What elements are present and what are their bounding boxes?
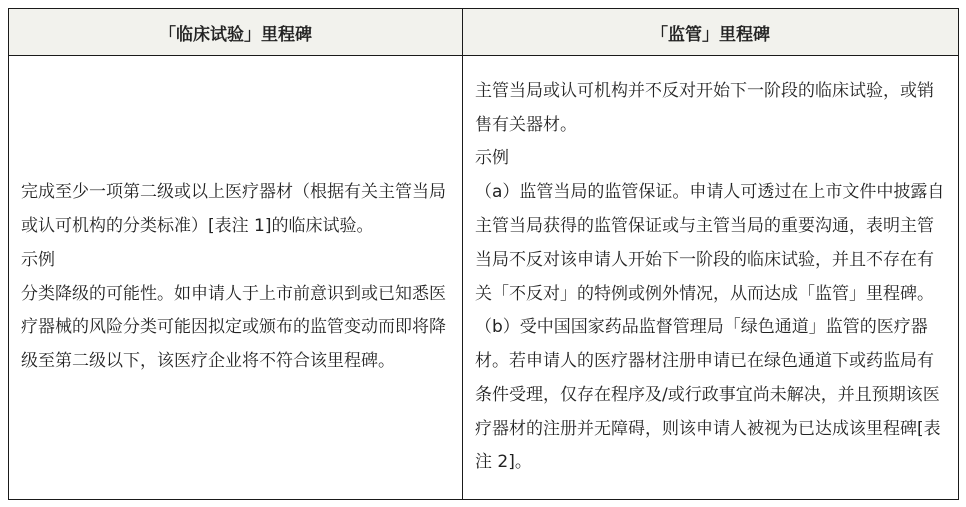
clinical-trial-cell xyxy=(9,56,463,500)
clinical-trial-text xyxy=(21,176,452,379)
header-row xyxy=(9,9,959,56)
milestones-table xyxy=(8,8,959,500)
regulatory-example-b: （b）受中国国家药品监督管理局「绿色通道」监管的医疗器材。若申请人的医疗器材注册申请已在绿色通道下或药监局有条件受理，仅存在程序及/或行政事宜尚未解决，并且预期该医疗器材的注册并无障碍，则该申请人被视为已达成该里程碑[表注 2]。 xyxy=(475,317,941,473)
regulatory-example-a: （a）监管当局的监管保证。申请人可透过在上市文件中披露自主管当局获得的监管保证或与主管当局的重要沟通，表明主管当局不反对该申请人开始下一阶段的临床试验，并且不存在有关「不反对」的特例或例外情况，从而达成「监管」里程碑。 xyxy=(475,182,945,304)
regulatory-text xyxy=(475,75,948,481)
content-row xyxy=(9,56,959,500)
regulatory-definition: 主管当局或认可机构并不反对开始下一阶段的临床试验，或销售有关器材。 xyxy=(475,80,934,135)
clinical-trial-example-text: 分类降级的可能性。如申请人于上市前意识到或已知悉医疗器械的风险分类可能因拟定或颁布的监管变动而即将降级至第二级以下，该医疗企业将不符合该里程碑。 xyxy=(21,283,446,372)
header-clinical-trial-milestone: 「临床试验」里程碑 xyxy=(9,9,463,56)
clinical-trial-example-heading: 示例 xyxy=(21,249,55,270)
clinical-trial-definition: 完成至少一项第二级或以上医疗器材（根据有关主管当局或认可机构的分类标准）[表注 1]的临床试验。 xyxy=(21,182,446,236)
regulatory-example-heading: 示例 xyxy=(475,148,509,169)
regulatory-cell xyxy=(463,56,959,500)
header-regulatory-milestone: 「监管」里程碑 xyxy=(463,9,959,56)
